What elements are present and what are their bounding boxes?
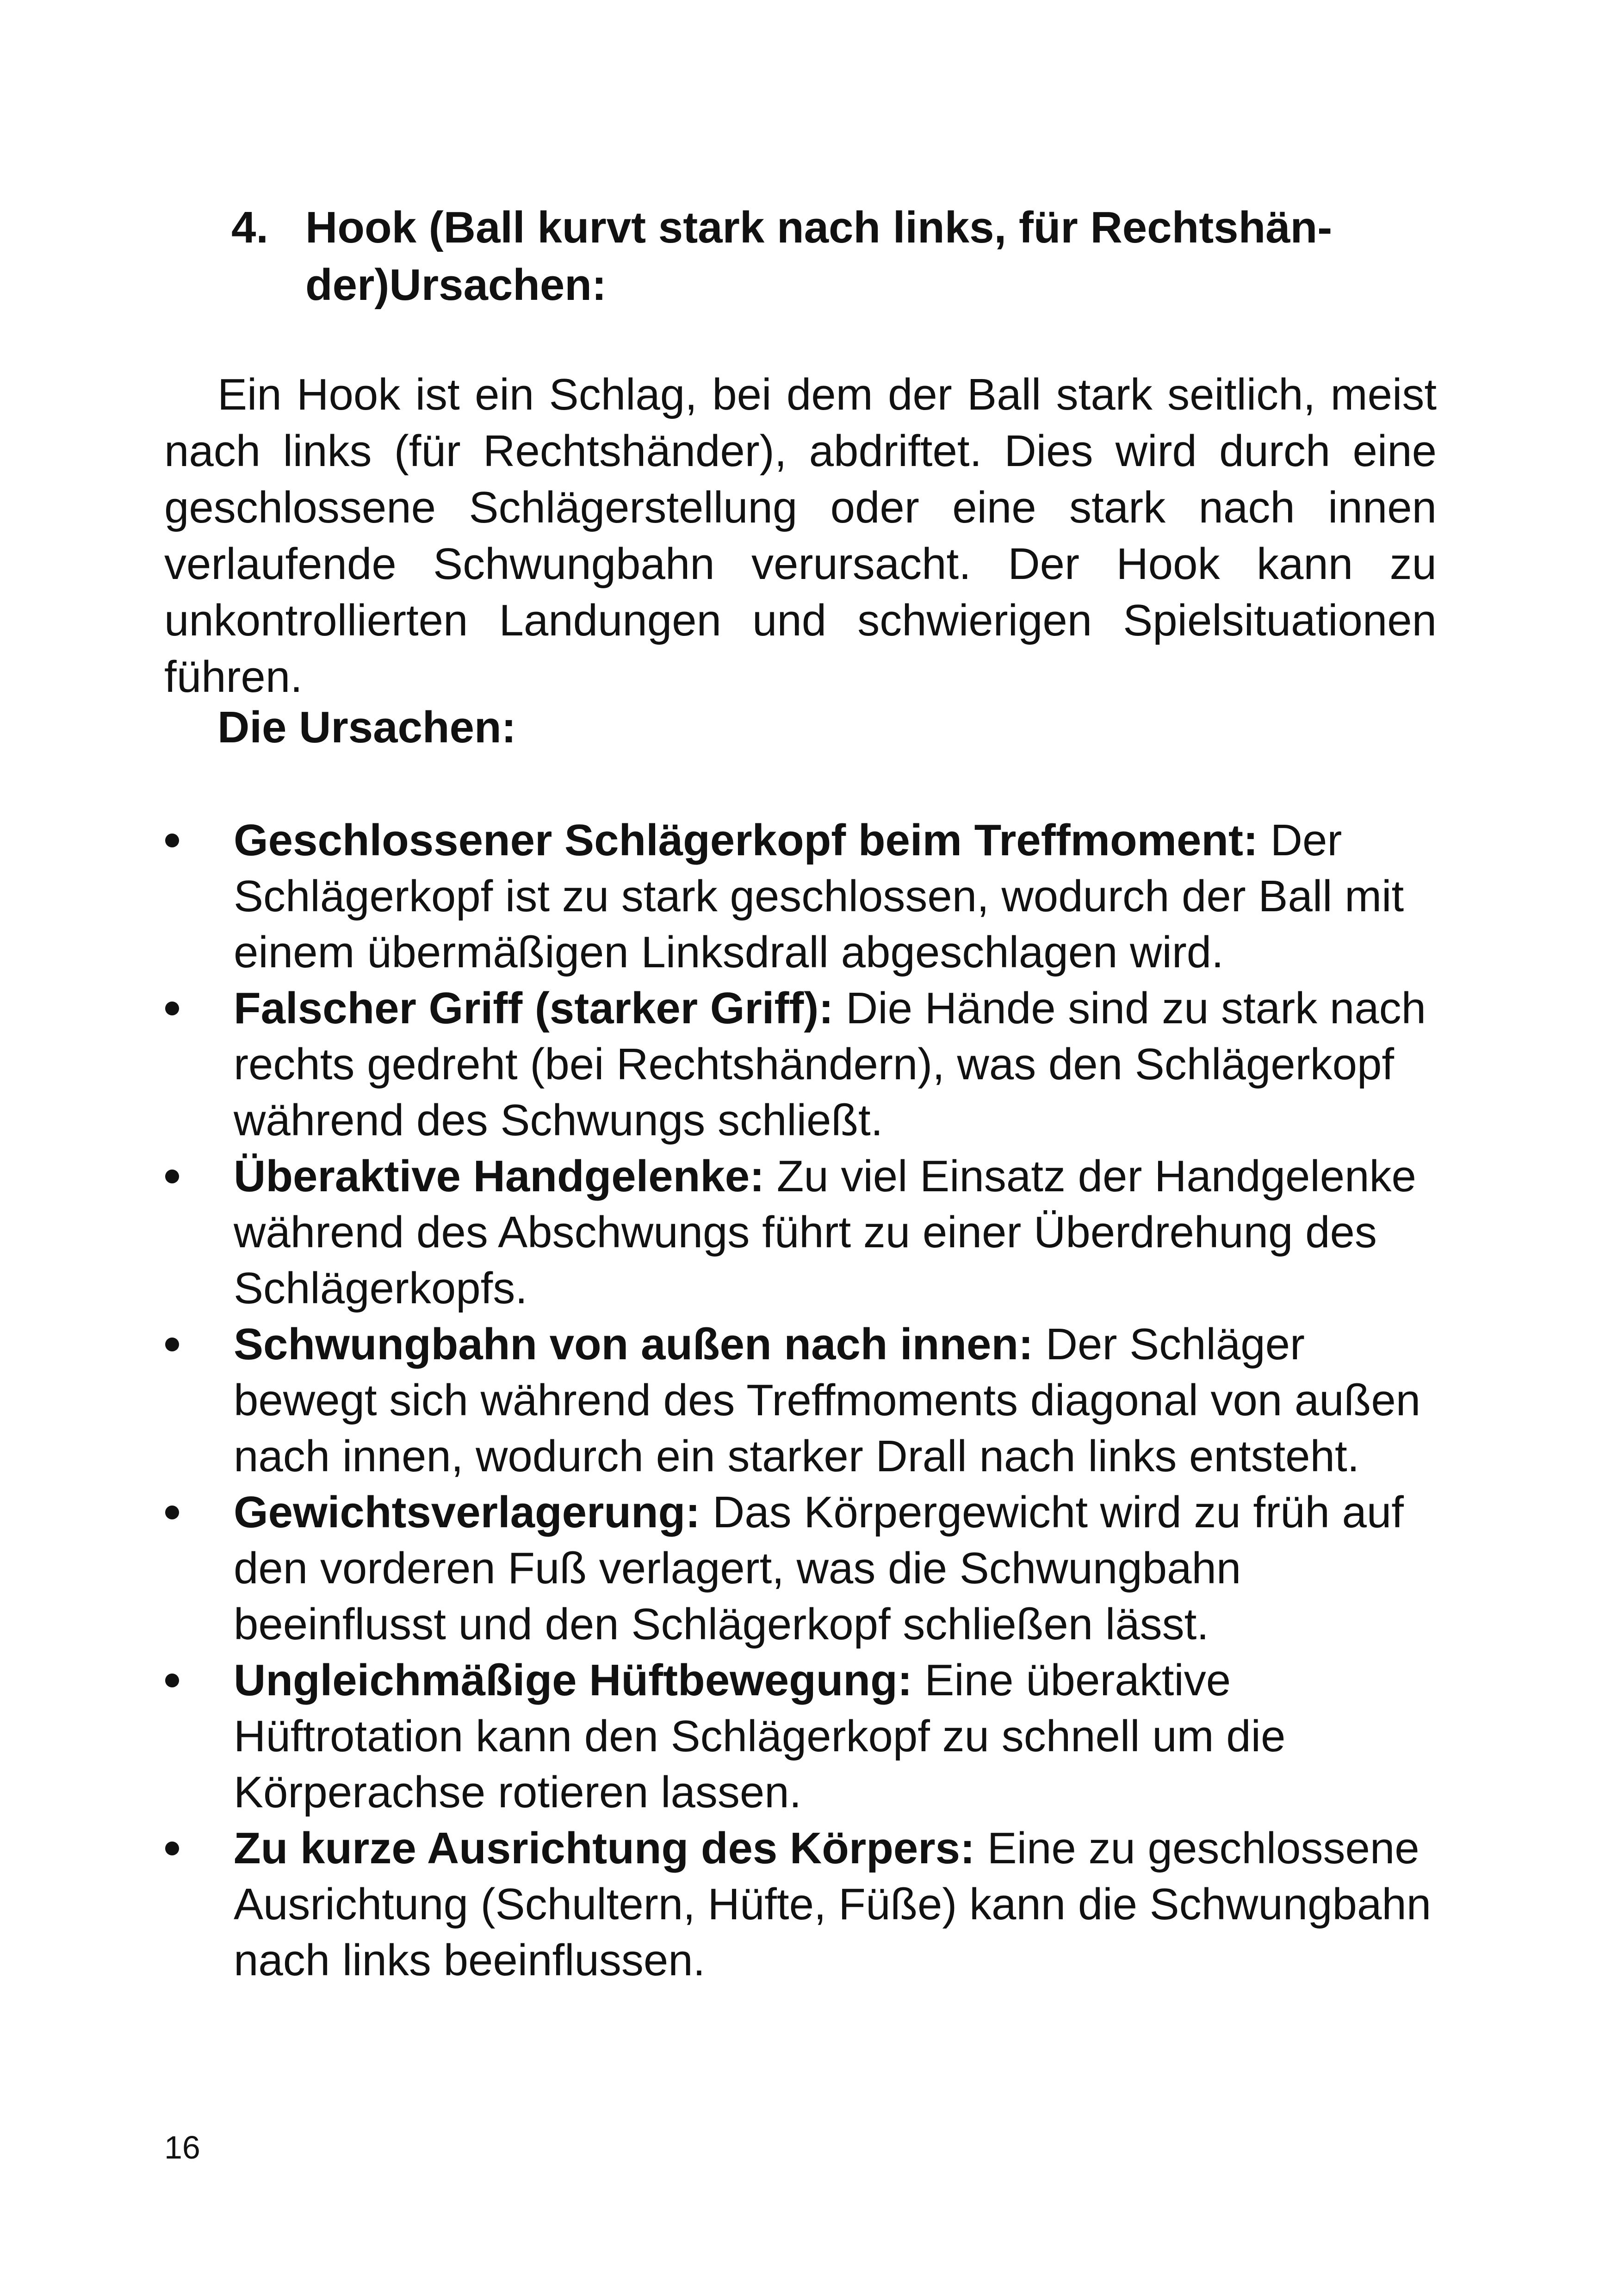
cause-description: Eine zu geschlossene Ausrichtung (Schultern, Hüfte, Füße) kann die Schwungbahn nach links beeinflussen.	[234, 1823, 1432, 1985]
causes-list	[164, 812, 1441, 1988]
cause-term: Überaktive Handgelenke:	[234, 1151, 765, 1201]
cause-term: Geschlossener Schlägerkopf beim Treffmoment:	[234, 815, 1258, 865]
cause-description: Das Körpergewicht wird zu früh auf den vorderen Fuß verlagert, was die Schwungbahn beeinflusst und den Schlägerkopf schließen lässt.	[234, 1487, 1404, 1649]
cause-term: Zu kurze Ausrichtung des Körpers:	[234, 1823, 975, 1873]
list-item	[164, 1820, 1441, 1988]
list-item	[164, 1652, 1441, 1820]
cause-description: Der Schläger bewegt sich während des Treffmoments diagonal von außen nach innen, wodurch ein starker Drall nach links entsteht.	[234, 1319, 1421, 1481]
cause-description: Der Schlägerkopf ist zu stark geschlossen, wodurch der Ball mit einem übermäßigen Linksdrall abgeschlagen wird.	[234, 815, 1404, 977]
cause-term: Schwungbahn von außen nach innen:	[234, 1319, 1034, 1369]
cause-description: Eine überaktive Hüftrotation kann den Schlägerkopf zu schnell um die Körperachse rotieren lassen.	[234, 1655, 1286, 1817]
cause-term: Ungleichmäßige Hüftbewegung:	[234, 1655, 912, 1705]
section-heading	[231, 199, 1360, 314]
intro-paragraph: Ein Hook ist ein Schlag, bei dem der Ball stark seitlich, meist nach links (für Rechtshänder), abdriftet. Dies wird durch eine geschlossene Schlägerstellung oder eine stark nach innen verlaufende Schwungbahn verursacht. Der Hook kann zu unkontrollierten Landungen und schwierigen Spielsituationen führen.	[164, 370, 1437, 702]
cause-term: Falscher Griff (starker Griff):	[234, 983, 834, 1033]
list-item	[164, 1316, 1441, 1484]
list-item	[164, 980, 1441, 1148]
heading-number: 4.	[231, 203, 269, 252]
heading-text: Hook (Ball kurvt stark nach links, für Rechtshän-der)Ursachen:	[305, 203, 1333, 310]
cause-description: Zu viel Einsatz der Handgelenke während des Abschwungs führt zu einer Überdrehung des Schlägerkopfs.	[234, 1151, 1416, 1313]
cause-term: Gewichtsverlagerung:	[234, 1487, 701, 1537]
causes-subheading: Die Ursachen:	[217, 703, 516, 752]
list-item	[164, 1484, 1441, 1652]
list-item	[164, 812, 1441, 980]
page-number: 16	[164, 2129, 200, 2165]
cause-description: Die Hände sind zu stark nach rechts gedreht (bei Rechtshändern), was den Schlägerkopf während des Schwungs schließt.	[234, 983, 1426, 1145]
list-item	[164, 1148, 1441, 1316]
